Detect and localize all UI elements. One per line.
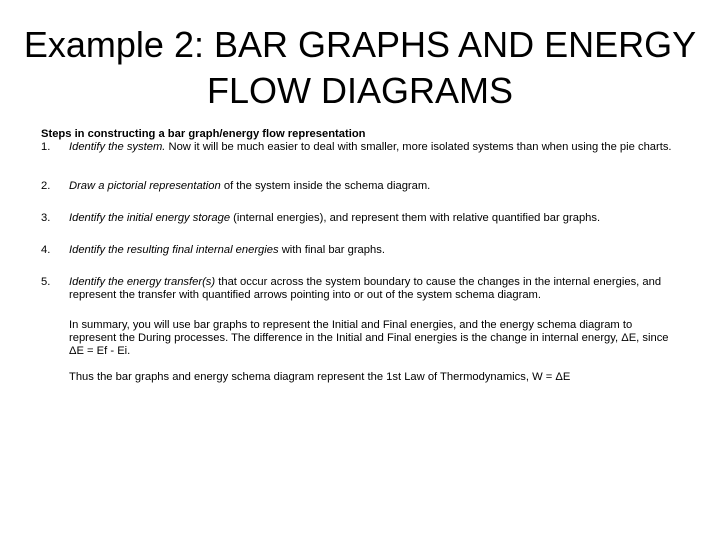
step-4-emphasis: Identify the resulting final internal energies — [69, 244, 279, 256]
step-5-emphasis: Identify the energy transfer(s) — [69, 276, 216, 288]
conclusion-paragraph: Thus the bar graphs and energy schema diagram represent the 1st Law of Thermodynamics, W = ΔE — [69, 371, 571, 383]
slide-title-line-2: FLOW DIAGRAMS — [206, 70, 514, 111]
step-3-number: 3. — [41, 212, 51, 224]
step-4-text — [69, 244, 681, 257]
step-3-emphasis: Identify the initial energy storage — [69, 212, 231, 224]
step-5-rest: that occur across the system boundary to cause the changes in the internal energies, and represent the transfer with quantified arrows pointing into or out of the system schema diagram. — [69, 276, 662, 301]
step-5 — [41, 276, 681, 302]
slide-body — [41, 128, 681, 395]
step-4-number: 4. — [41, 244, 51, 256]
summary-paragraph: In summary, you will use bar graphs to represent the Initial and Final energies, and the energy schema diagram to represent the During processes. The difference in the Initial and Final energies is the change in internal energy, ΔE, since ΔE = Ef - Ei. — [69, 319, 669, 357]
step-1-number: 1. — [41, 141, 51, 153]
step-3-text — [69, 212, 681, 225]
step-1-emphasis: Identify the system. — [69, 141, 166, 153]
step-4-rest: with final bar graphs. — [278, 244, 385, 256]
step-2-text — [69, 180, 681, 193]
step-1 — [41, 141, 681, 154]
slide-title-line-1: Example 2: BAR GRAPHS AND ENERGY — [23, 24, 697, 65]
step-1-text — [69, 141, 681, 154]
step-4 — [41, 244, 681, 257]
step-1-rest: Now it will be much easier to deal with smaller, more isolated systems than when using the pie charts. — [165, 141, 672, 153]
step-5-text — [69, 276, 681, 302]
step-2-emphasis: Draw a pictorial representation — [69, 180, 221, 192]
steps-heading: Steps in constructing a bar graph/energy flow representation — [41, 128, 366, 140]
slide-title — [0, 22, 720, 114]
step-3 — [41, 212, 681, 225]
step-2 — [41, 180, 681, 193]
step-5-number: 5. — [41, 276, 51, 288]
step-3-rest: (internal energies), and represent them with relative quantified bar graphs. — [230, 212, 601, 224]
step-2-rest: of the system inside the schema diagram. — [220, 180, 431, 192]
step-2-number: 2. — [41, 180, 51, 192]
